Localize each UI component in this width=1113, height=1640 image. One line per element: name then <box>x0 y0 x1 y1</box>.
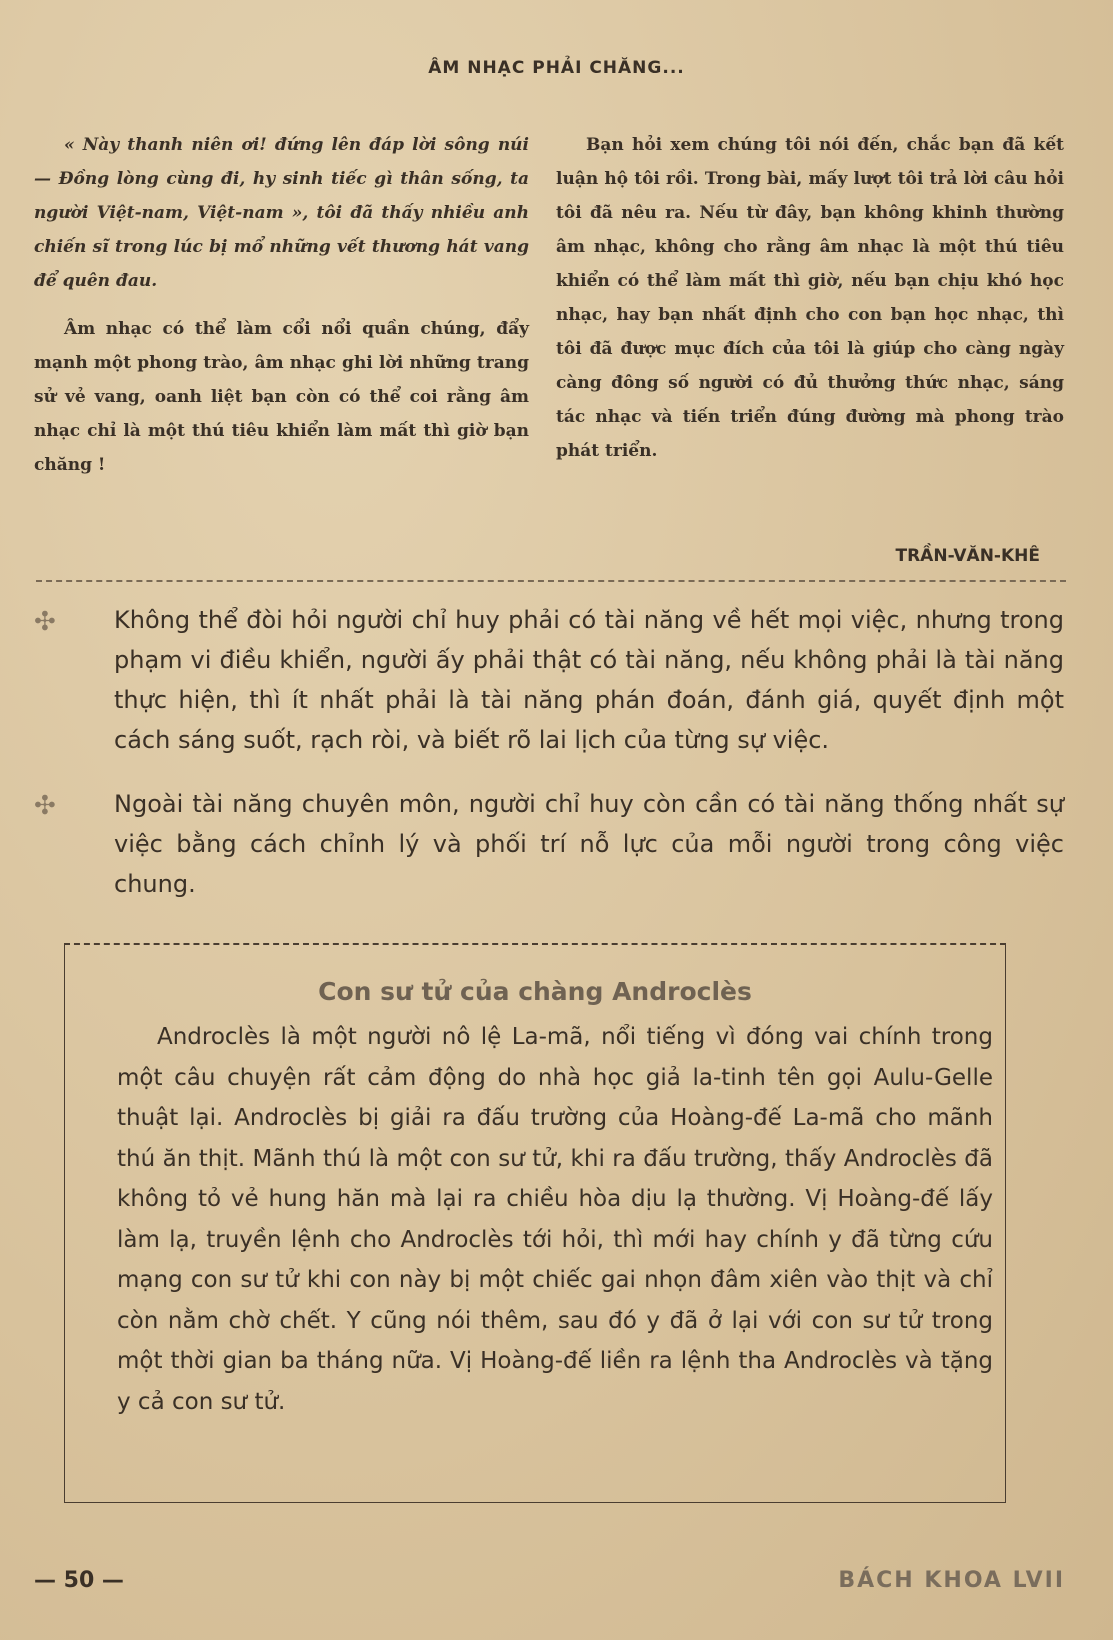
story-title: Con sư tử của chàng Androclès <box>318 977 752 1006</box>
bullet-item <box>34 600 1064 760</box>
left-column <box>34 128 529 482</box>
quote-paragraph: « Này thanh niên ơi! đứng lên đáp lời sông núi — Đồng lòng cùng đi, hy sinh tiếc gì thân sống, ta người Việt-nam, Việt-nam », tôi đã thấy nhiều anh chiến sĩ trong lúc bị mổ những vết thương hát vang để quên đau. <box>34 135 529 291</box>
left-paragraph: Âm nhạc có thể làm cổi nổi quần chúng, đẩy mạnh một phong trào, âm nhạc ghi lời những trang sử vẻ vang, oanh liệt bạn còn có thể coi rằng âm nhạc chỉ là một thú tiêu khiển làm mất thì giờ bạn chăng ! <box>34 319 529 475</box>
section-divider <box>36 580 1066 582</box>
bullet-item <box>34 784 1064 904</box>
magazine-name: BÁCH KHOA LVII <box>838 1568 1065 1593</box>
page-header: ÂM NHẠC PHẢI CHĂNG... <box>428 58 685 78</box>
author-name: TRẦN-VĂN-KHÊ <box>895 546 1040 566</box>
right-column <box>556 128 1064 468</box>
right-paragraph: Bạn hỏi xem chúng tôi nói đến, chắc bạn đã kết luận hộ tôi rồi. Trong bài, mấy lượt tôi trả lời câu hỏi tôi đã nêu ra. Nếu từ đây, bạn không khinh thường âm nhạc, không cho rằng âm nhạc là một thú tiêu khiển có thể làm mất thì giờ, nếu bạn chịu khó học nhạc, hay bạn nhất định cho con bạn học nhạc, thì tôi đã được mục đích của tôi là giúp cho càng ngày càng đông số người có đủ thưởng thức nhạc, sáng tác nhạc và tiến triển đúng đường mà phong trào phát triển. <box>556 135 1064 461</box>
ornament-icon: ✣ <box>34 791 56 821</box>
story-box <box>64 943 1006 1503</box>
bullet-text: Không thể đòi hỏi người chỉ huy phải có tài năng về hết mọi việc, nhưng trong phạm vi điều khiển, người ấy phải thật có tài năng, nếu không phải là tài năng thực hiện, thì ít nhất phải là tài năng phán đoán, đánh giá, quyết định một cách sáng suốt, rạch ròi, và biết rõ lai lịch của từng sự việc. <box>114 606 1064 754</box>
story-body: Androclès là một người nô lệ La-mã, nổi tiếng vì đóng vai chính trong một câu chuyện rất cảm động do nhà học giả la-tinh tên gọi Aulu-Gelle thuật lại. Androclès bị giải ra đấu trường của Hoàng-đế La-mã cho mãnh thú ăn thịt. Mãnh thú là một con sư tử, khi ra đấu trường, thấy Androclès đã không tỏ vẻ hung hăn mà lại ra chiều hòa dịu lạ thường. Vị Hoàng-đế lấy làm lạ, truyền lệnh cho Androclès tới hỏi, thì mới hay chính y đã từng cứu mạng con sư tử khi con này bị một chiếc gai nhọn đâm xiên vào thịt và chỉ còn nằm chờ chết. Y cũng nói thêm, sau đó y đã ở lại với con sư tử trong một thời gian ba tháng nữa. Vị Hoàng-đế liền ra lệnh tha Androclès và tặng y cả con sư tử. <box>117 1024 993 1415</box>
bullet-text: Ngoài tài năng chuyên môn, người chỉ huy còn cần có tài năng thống nhất sự việc bằng cách chỉnh lý và phối trí nỗ lực của mỗi người trong công việc chung. <box>114 790 1064 898</box>
ornament-icon: ✣ <box>34 607 56 637</box>
page-number: — 50 — <box>34 1568 124 1593</box>
